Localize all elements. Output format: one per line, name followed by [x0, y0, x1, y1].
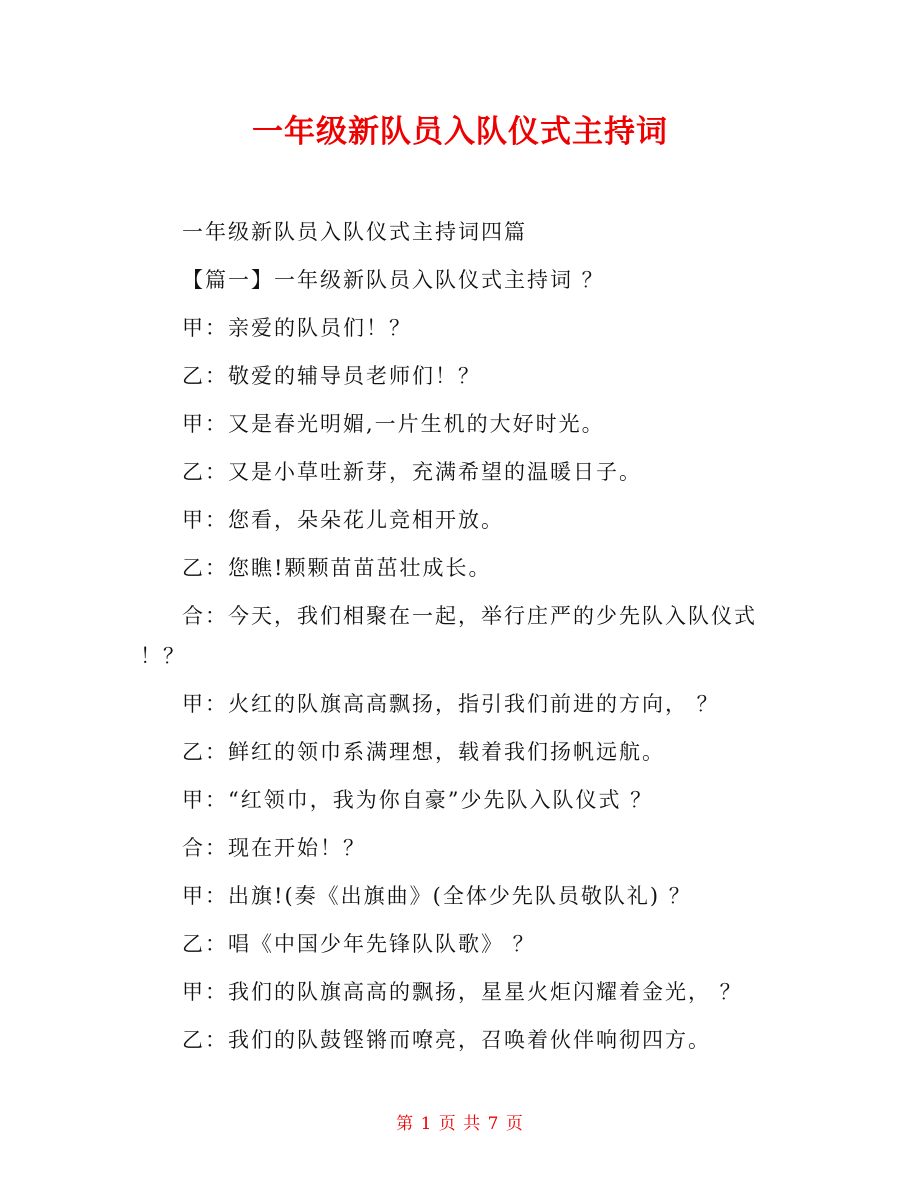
body-line: 乙：又是小草吐新芽，充满希望的温暖日子。: [182, 460, 642, 484]
body-line: 一年级新队员入队仪式主持词四篇: [182, 220, 527, 244]
body-line: 乙：敬爱的辅导员老师们！？: [182, 364, 481, 388]
body-line: 甲：火红的队旗高高飘扬，指引我们前进的方向， ？: [182, 692, 720, 716]
body-line: 【篇一】一年级新队员入队仪式主持词 ？: [182, 268, 605, 292]
body-line: 合：今天，我们相聚在一起，举行庄严的少先队入队仪式: [182, 604, 757, 628]
body-line: 甲：您看，朵朵花儿竞相开放。: [182, 508, 504, 532]
body-line: 乙：我们的队鼓铿锵而嘹亮，召唤着伙伴响彻四方。: [182, 1028, 711, 1052]
body-line: 乙：唱《中国少年先锋队队歌》 ？: [182, 932, 536, 956]
document-title: 一年级新队员入队仪式主持词: [252, 114, 668, 150]
body-line: 合：现在开始！？: [182, 836, 366, 860]
body-line: 乙：鲜红的领巾系满理想，载着我们扬帆远航。: [182, 740, 665, 764]
body-line: 甲：又是春光明媚,一片生机的大好时光。: [182, 412, 605, 436]
document-body: [140, 214, 790, 1070]
body-line: 甲：“红领巾，我为你自豪”少先队入队仪式 ？: [182, 788, 654, 812]
body-line: 甲：亲爱的队员们！？: [182, 316, 412, 340]
body-line: 甲：出旗!(奏《出旗曲》(全体少先队员敬队礼) ？: [182, 884, 692, 908]
page-footer: 第 1 页 共 7 页: [396, 1114, 524, 1134]
body-line: 甲：我们的队旗高高的飘扬，星星火炬闪耀着金光， ？: [182, 980, 743, 1004]
body-line: 乙：您瞧!颗颗苗苗茁壮成长。: [182, 556, 492, 580]
body-line-continuation: ！？: [140, 644, 186, 668]
